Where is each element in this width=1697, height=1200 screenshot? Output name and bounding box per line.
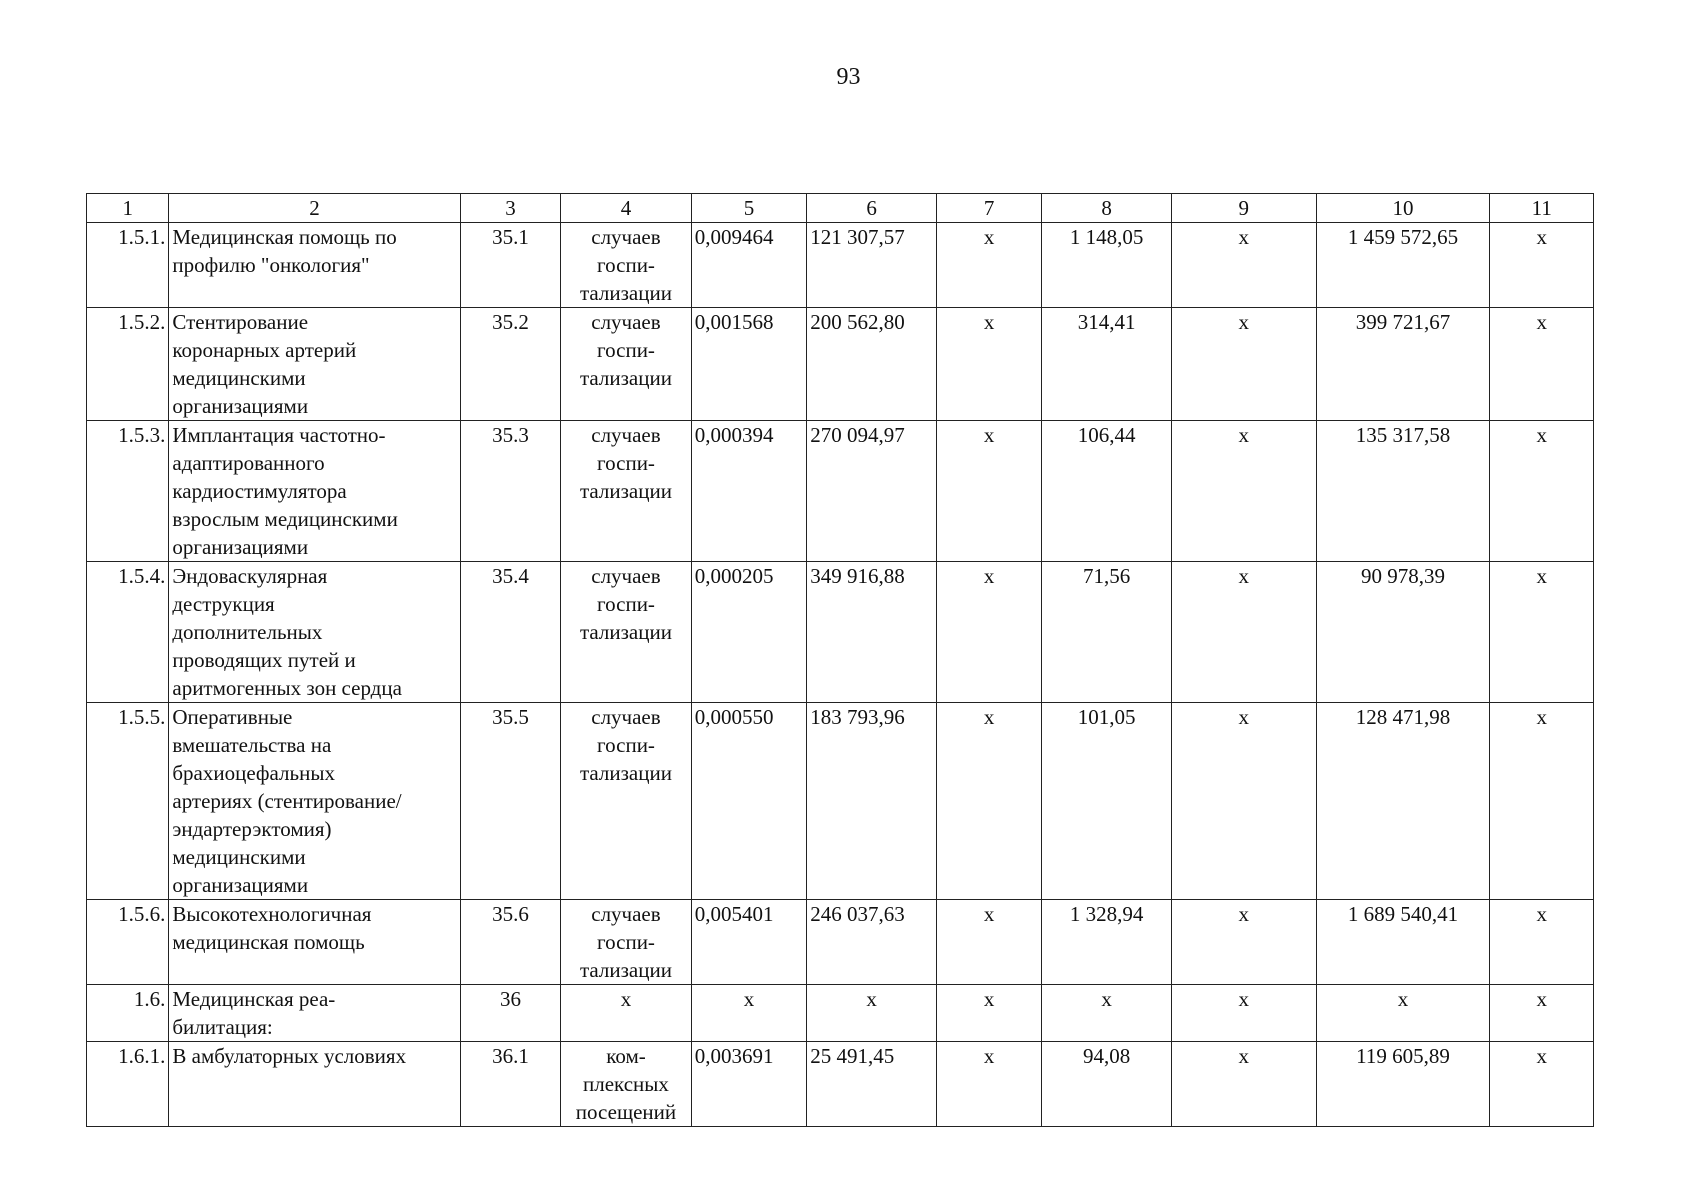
- value-cell-11: х: [1490, 421, 1594, 562]
- header-cell: 3: [460, 194, 560, 223]
- cell-line: случаев: [591, 423, 661, 447]
- value-cell-7: х: [936, 703, 1041, 900]
- cell-line: эндартерэктомия): [172, 817, 332, 841]
- table-row: [87, 562, 1594, 703]
- row-number-cell: 1.5.3.: [87, 421, 169, 562]
- value-cell-7: х: [936, 900, 1041, 985]
- table-row: [87, 223, 1594, 308]
- cell-line: медицинскими: [172, 366, 306, 390]
- cell-line: медицинскими: [172, 845, 306, 869]
- row-code-cell: 35.5: [460, 703, 560, 900]
- row-number-cell: 1.5.6.: [87, 900, 169, 985]
- row-unit-cell: [561, 223, 692, 308]
- value-cell-9: х: [1171, 985, 1316, 1042]
- header-cell: 7: [936, 194, 1041, 223]
- value-cell-8: 106,44: [1042, 421, 1172, 562]
- value-cell-6: 183 793,96: [807, 703, 937, 900]
- cell-line: случаев: [591, 705, 661, 729]
- cell-line: брахиоцефальных: [172, 761, 335, 785]
- row-unit-cell: [561, 900, 692, 985]
- row-unit-cell: [561, 308, 692, 421]
- cell-line: тализации: [579, 761, 672, 785]
- cell-line: госпи-: [597, 930, 655, 954]
- cell-line: Высокотехнологичная: [172, 902, 372, 926]
- row-name-cell: [169, 308, 460, 421]
- cell-line: тализации: [579, 281, 672, 305]
- cell-line: случаев: [591, 564, 661, 588]
- cell-line: Медицинская помощь по: [172, 225, 397, 249]
- row-code-cell: 35.1: [460, 223, 560, 308]
- cell-line: тализации: [579, 620, 672, 644]
- table-row: [87, 421, 1594, 562]
- cell-line: Имплантация частотно-: [172, 423, 386, 447]
- value-cell-11: х: [1490, 703, 1594, 900]
- cell-line: профилю "онкология": [172, 253, 370, 277]
- value-cell-5: 0,000394: [691, 421, 807, 562]
- tariff-table: [86, 193, 1594, 1127]
- row-name-cell: [169, 900, 460, 985]
- row-code-cell: 35.4: [460, 562, 560, 703]
- cell-line: х: [620, 987, 632, 1011]
- row-name-cell: [169, 703, 460, 900]
- row-name-cell: [169, 421, 460, 562]
- table-row: [87, 900, 1594, 985]
- value-cell-11: х: [1490, 223, 1594, 308]
- cell-line: плексных: [583, 1072, 669, 1096]
- row-unit-cell: [561, 985, 692, 1042]
- header-cell: 5: [691, 194, 807, 223]
- value-cell-6: 200 562,80: [807, 308, 937, 421]
- value-cell-6: 121 307,57: [807, 223, 937, 308]
- row-code-cell: 36.1: [460, 1042, 560, 1127]
- row-code-cell: 35.2: [460, 308, 560, 421]
- value-cell-7: х: [936, 985, 1041, 1042]
- value-cell-10: 1 689 540,41: [1316, 900, 1490, 985]
- value-cell-8: 1 328,94: [1042, 900, 1172, 985]
- header-cell: 6: [807, 194, 937, 223]
- value-cell-10: 90 978,39: [1316, 562, 1490, 703]
- value-cell-6: 270 094,97: [807, 421, 937, 562]
- cell-line: взрослым медицинскими: [172, 507, 398, 531]
- value-cell-8: 101,05: [1042, 703, 1172, 900]
- cell-line: госпи-: [597, 451, 655, 475]
- value-cell-11: х: [1490, 900, 1594, 985]
- cell-line: организациями: [172, 873, 309, 897]
- value-cell-11: х: [1490, 308, 1594, 421]
- cell-line: дополнительных: [172, 620, 323, 644]
- cell-line: Медицинская реа-: [172, 987, 336, 1011]
- value-cell-6: 25 491,45: [807, 1042, 937, 1127]
- cell-line: кардиостимулятора: [172, 479, 347, 503]
- value-cell-10: 128 471,98: [1316, 703, 1490, 900]
- value-cell-6: 349 916,88: [807, 562, 937, 703]
- value-cell-5: 0,000205: [691, 562, 807, 703]
- cell-line: случаев: [591, 225, 661, 249]
- value-cell-5: 0,005401: [691, 900, 807, 985]
- value-cell-10: 135 317,58: [1316, 421, 1490, 562]
- row-number-cell: 1.5.4.: [87, 562, 169, 703]
- value-cell-9: х: [1171, 308, 1316, 421]
- value-cell-5: 0,001568: [691, 308, 807, 421]
- table-header-row: [87, 194, 1594, 223]
- row-number-cell: 1.5.1.: [87, 223, 169, 308]
- row-unit-cell: [561, 1042, 692, 1127]
- page-number: 93: [836, 64, 861, 90]
- table-row: [87, 985, 1594, 1042]
- row-number-cell: 1.5.2.: [87, 308, 169, 421]
- cell-line: Стентирование: [172, 310, 309, 334]
- cell-line: случаев: [591, 902, 661, 926]
- header-cell: 9: [1171, 194, 1316, 223]
- row-unit-cell: [561, 703, 692, 900]
- cell-line: проводящих путей и: [172, 648, 356, 672]
- value-cell-7: х: [936, 308, 1041, 421]
- value-cell-11: х: [1490, 985, 1594, 1042]
- cell-line: ком-: [606, 1044, 646, 1068]
- value-cell-7: х: [936, 562, 1041, 703]
- header-cell: 1: [87, 194, 169, 223]
- row-name-cell: [169, 1042, 460, 1127]
- header-cell: 8: [1042, 194, 1172, 223]
- value-cell-7: х: [936, 223, 1041, 308]
- cell-line: адаптированного: [172, 451, 325, 475]
- row-name-cell: [169, 562, 460, 703]
- header-cell: 11: [1490, 194, 1594, 223]
- row-code-cell: 35.6: [460, 900, 560, 985]
- cell-line: Оперативные: [172, 705, 293, 729]
- cell-line: тализации: [579, 366, 672, 390]
- value-cell-10: 119 605,89: [1316, 1042, 1490, 1127]
- cell-line: тализации: [579, 479, 672, 503]
- cell-line: коронарных артерий: [172, 338, 357, 362]
- cell-line: медицинская помощь: [172, 930, 365, 954]
- value-cell-8: 1 148,05: [1042, 223, 1172, 308]
- cell-line: вмешательства на: [172, 733, 332, 757]
- value-cell-9: х: [1171, 900, 1316, 985]
- value-cell-10: 399 721,67: [1316, 308, 1490, 421]
- value-cell-7: х: [936, 1042, 1041, 1127]
- value-cell-5: 0,009464: [691, 223, 807, 308]
- value-cell-6: 246 037,63: [807, 900, 937, 985]
- cell-line: организациями: [172, 394, 309, 418]
- cell-line: тализации: [579, 958, 672, 982]
- row-number-cell: 1.6.1.: [87, 1042, 169, 1127]
- row-code-cell: 36: [460, 985, 560, 1042]
- header-cell: 2: [169, 194, 460, 223]
- header-cell: 10: [1316, 194, 1490, 223]
- row-code-cell: 35.3: [460, 421, 560, 562]
- table-row: [87, 308, 1594, 421]
- cell-line: В амбулаторных условиях: [172, 1044, 407, 1068]
- cell-line: госпи-: [597, 253, 655, 277]
- cell-line: госпи-: [597, 592, 655, 616]
- row-unit-cell: [561, 562, 692, 703]
- value-cell-11: х: [1490, 1042, 1594, 1127]
- value-cell-9: х: [1171, 1042, 1316, 1127]
- cell-line: организациями: [172, 535, 309, 559]
- cell-line: Эндоваскулярная: [172, 564, 328, 588]
- value-cell-9: х: [1171, 562, 1316, 703]
- cell-line: посещений: [575, 1100, 677, 1124]
- row-name-cell: [169, 223, 460, 308]
- row-unit-cell: [561, 421, 692, 562]
- row-number-cell: 1.5.5.: [87, 703, 169, 900]
- value-cell-5: х: [691, 985, 807, 1042]
- value-cell-9: х: [1171, 223, 1316, 308]
- table-row: [87, 1042, 1594, 1127]
- table-row: [87, 703, 1594, 900]
- header-cell: 4: [561, 194, 692, 223]
- value-cell-7: х: [936, 421, 1041, 562]
- value-cell-6: х: [807, 985, 937, 1042]
- value-cell-9: х: [1171, 703, 1316, 900]
- cell-line: госпи-: [597, 733, 655, 757]
- cell-line: артериях (стентирование/: [172, 789, 402, 813]
- row-name-cell: [169, 985, 460, 1042]
- value-cell-10: 1 459 572,65: [1316, 223, 1490, 308]
- cell-line: аритмогенных зон сердца: [172, 676, 402, 700]
- row-number-cell: 1.6.: [87, 985, 169, 1042]
- cell-line: деструкция: [172, 592, 275, 616]
- value-cell-8: 94,08: [1042, 1042, 1172, 1127]
- value-cell-8: 314,41: [1042, 308, 1172, 421]
- value-cell-10: х: [1316, 985, 1490, 1042]
- value-cell-8: х: [1042, 985, 1172, 1042]
- value-cell-8: 71,56: [1042, 562, 1172, 703]
- cell-line: случаев: [591, 310, 661, 334]
- value-cell-5: 0,000550: [691, 703, 807, 900]
- value-cell-11: х: [1490, 562, 1594, 703]
- value-cell-9: х: [1171, 421, 1316, 562]
- value-cell-5: 0,003691: [691, 1042, 807, 1127]
- cell-line: госпи-: [597, 338, 655, 362]
- cell-line: билитация:: [172, 1015, 273, 1039]
